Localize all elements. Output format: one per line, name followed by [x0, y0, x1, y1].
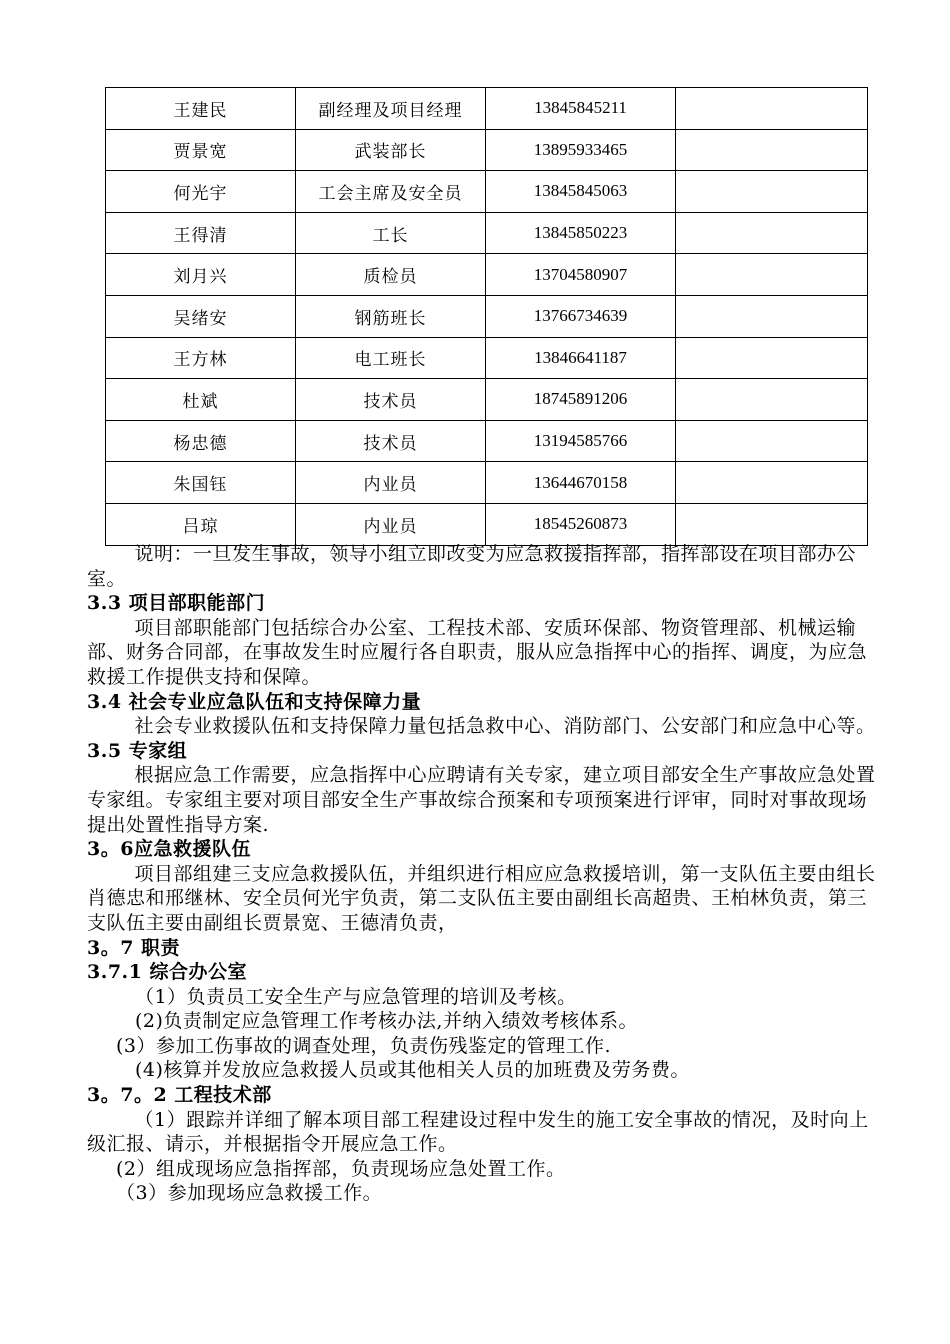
paragraph: 项目部组建三支应急救援队伍，并组织进行相应应急救援培训，第一支队伍主要由组长肖德忠和邢继林、安全员何光宇负责，第二支队伍主要由副组长高超贵、王柏林负责，第三支队伍主要由副组长贾景宽、王德清负责， [87, 862, 876, 934]
staff-note-cell [676, 420, 868, 462]
staff-position-cell: 质检员 [296, 254, 486, 296]
staff-position-cell: 电工班长 [296, 337, 486, 379]
staff-name-cell: 朱国钰 [106, 462, 296, 504]
staff-note-cell [676, 212, 868, 254]
staff-contact-table [105, 87, 868, 546]
section-heading: 3。7 职责 [87, 936, 181, 959]
staff-name-cell: 王得清 [106, 212, 296, 254]
staff-position-cell: 工会主席及安全员 [296, 171, 486, 213]
staff-phone-cell: 13845850223 [486, 212, 676, 254]
staff-note-cell [676, 129, 868, 171]
staff-note-cell [676, 379, 868, 421]
section-heading: 3.3 项目部职能部门 [87, 592, 266, 615]
section-heading: 3。7。2 工程技术部 [87, 1084, 272, 1107]
paragraph: 根据应急工作需要，应急指挥中心应聘请有关专家，建立项目部安全生产事故应急处置专家组。专家组主要对项目部安全生产事故综合预案和专项预案进行评审，同时对事故现场提出处置性指导方案. [87, 764, 876, 836]
staff-note-cell [676, 337, 868, 379]
table-row [106, 462, 868, 504]
staff-note-cell [676, 503, 868, 545]
staff-note-cell [676, 254, 868, 296]
list-item: (4)核算并发放应急救援人员或其他相关人员的加班费及劳务费。 [135, 1059, 690, 1082]
staff-note-cell [676, 295, 868, 337]
staff-note-cell [676, 171, 868, 213]
staff-name-cell: 吕琼 [106, 503, 296, 545]
staff-phone-cell: 18745891206 [486, 379, 676, 421]
staff-position-cell: 内业员 [296, 462, 486, 504]
staff-position-cell: 钢筋班长 [296, 295, 486, 337]
section-heading: 3.5 专家组 [87, 739, 188, 762]
section-heading: 3。6应急救援队伍 [87, 838, 251, 861]
table-row [106, 129, 868, 171]
staff-name-cell: 王方林 [106, 337, 296, 379]
staff-phone-cell: 13704580907 [486, 254, 676, 296]
staff-position-cell: 技术员 [296, 420, 486, 462]
staff-phone-cell: 13644670158 [486, 462, 676, 504]
staff-position-cell: 工长 [296, 212, 486, 254]
staff-name-cell: 贾景宽 [106, 129, 296, 171]
staff-phone-cell: 13846641187 [486, 337, 676, 379]
staff-position-cell: 副经理及项目经理 [296, 88, 486, 130]
staff-position-cell: 内业员 [296, 503, 486, 545]
staff-note-cell [676, 462, 868, 504]
staff-phone-cell: 13845845211 [486, 88, 676, 130]
staff-note-cell [676, 88, 868, 130]
list-item: (3）参加工伤事故的调查处理，负责伤残鉴定的管理工作. [116, 1034, 612, 1057]
section-heading: 3.7.1 综合办公室 [87, 961, 248, 984]
table-row [106, 254, 868, 296]
table-row [106, 379, 868, 421]
staff-name-cell: 杜斌 [106, 379, 296, 421]
staff-phone-cell: 13194585766 [486, 420, 676, 462]
staff-phone-cell: 13845845063 [486, 171, 676, 213]
paragraph: （1）跟踪并详细了解本项目部工程建设过程中发生的施工安全事故的情况，及时向上级汇报、请示，并根据指令开展应急工作。 [87, 1108, 869, 1156]
paragraph: 项目部职能部门包括综合办公室、工程技术部、安质环保部、物资管理部、机械运输部、财务合同部，在事故发生时应履行各自职责，服从应急指挥中心的指挥、调度，为应急救援工作提供支持和保障。 [87, 616, 868, 688]
list-item: （1）负责员工安全生产与应急管理的培训及考核。 [135, 985, 577, 1008]
body-text [87, 542, 882, 1206]
table-row [106, 212, 868, 254]
staff-name-cell: 杨忠德 [106, 420, 296, 462]
table-row [106, 295, 868, 337]
staff-phone-cell: 13766734639 [486, 295, 676, 337]
staff-name-cell: 吴绪安 [106, 295, 296, 337]
section-heading: 3.4 社会专业应急队伍和支持保障力量 [87, 690, 422, 713]
paragraph: 说明：一旦发生事故，领导小组立即改变为应急救援指挥部，指挥部设在项目部办公室。 [87, 543, 857, 590]
staff-name-cell: 刘月兴 [106, 254, 296, 296]
table-row [106, 171, 868, 213]
table-row [106, 420, 868, 462]
staff-position-cell: 技术员 [296, 379, 486, 421]
list-item: (2)负责制定应急管理工作考核办法,并纳入绩效考核体系。 [135, 1010, 638, 1033]
table-row [106, 88, 868, 130]
staff-name-cell: 王建民 [106, 88, 296, 130]
staff-position-cell: 武装部长 [296, 129, 486, 171]
paragraph: 社会专业救援队伍和支持保障力量包括急救中心、消防部门、公安部门和应急中心等。 [134, 715, 876, 738]
table-row [106, 337, 868, 379]
staff-name-cell: 何光宇 [106, 171, 296, 213]
staff-phone-cell: 18545260873 [486, 503, 676, 545]
table-row [106, 503, 868, 545]
list-item: （3）参加现场应急救援工作。 [116, 1182, 383, 1205]
list-item: (2）组成现场应急指挥部，负责现场应急处置工作。 [116, 1157, 566, 1180]
staff-phone-cell: 13895933465 [486, 129, 676, 171]
